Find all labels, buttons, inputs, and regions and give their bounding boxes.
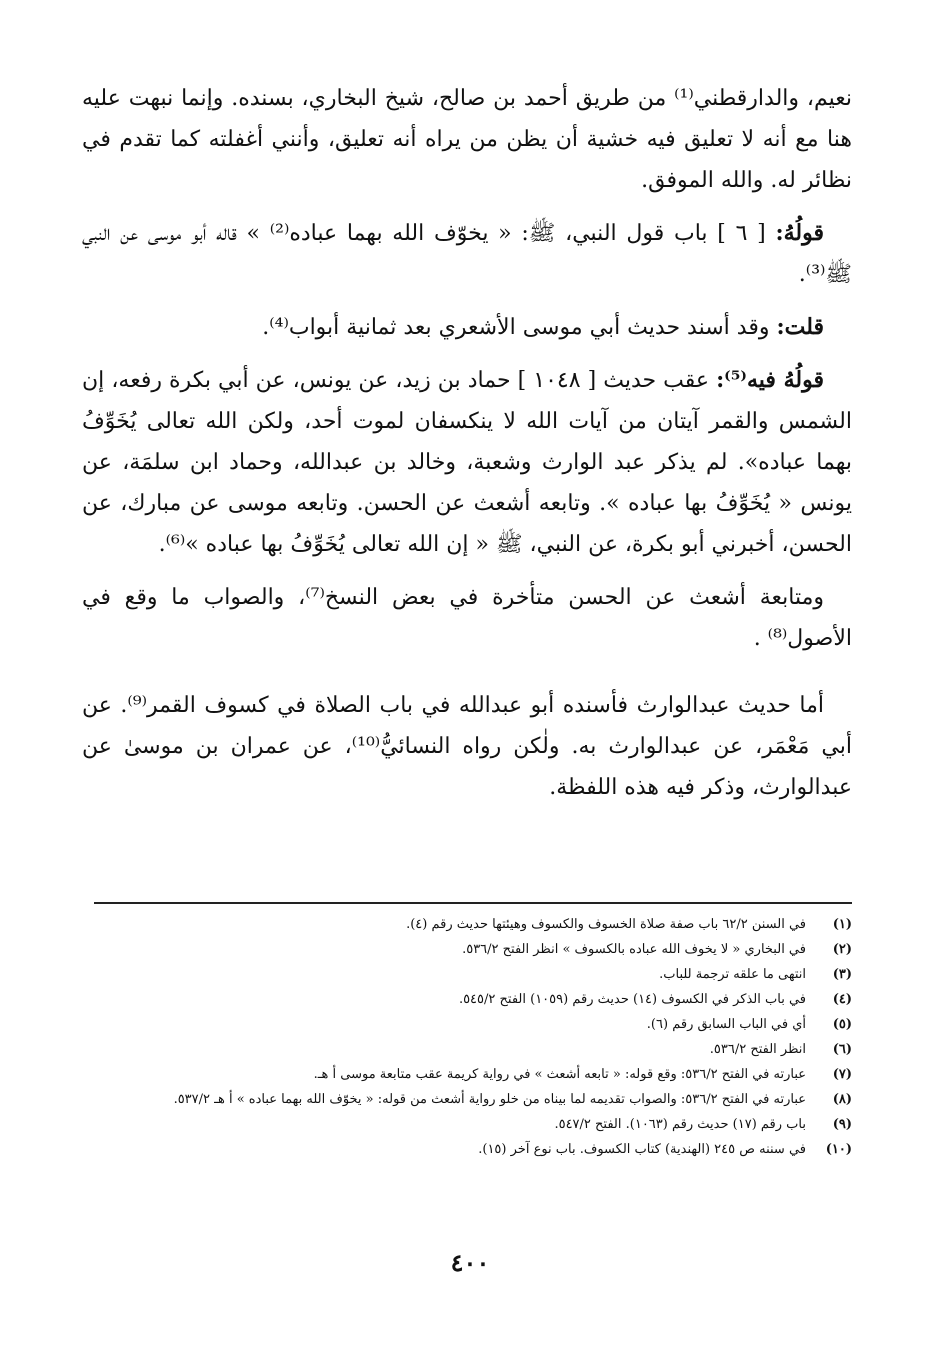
footnote-text: في السنن ٦٢/٢ باب صفة صلاة الخسوف والكسوف وهيئتها حديث رقم (٤).	[406, 917, 806, 932]
footnote-number: (٤)	[832, 992, 852, 1007]
footnote-text: باب رقم (١٧) حديث رقم (١٠٦٣). الفتح ٥٤٧/٢.	[554, 1117, 806, 1132]
footnote-text: عبارته في الفتح ٥٣٦/٢: وقع قوله: « تابعه أشعث » في رواية كريمة عقب متابعة موسى أ هـ.	[313, 1067, 806, 1082]
footnote-text: عبارته في الفتح ٥٣٦/٢: والصواب تقديمه لما بيناه من خلو رواية أشعث من قوله: « يخوّف الله بهما عباده » أ هـ ٥٣٧/٢.	[173, 1092, 806, 1107]
footnote-number: (٦)	[832, 1042, 852, 1057]
footnote-text: في باب الذكر في الكسوف (١٤) حديث رقم (١٠٥٩) الفتح ٥٤٥/٢.	[458, 992, 806, 1007]
paragraph-1	[82, 78, 852, 201]
footnotes	[90, 912, 852, 1162]
footnote	[90, 937, 852, 962]
paragraph-3	[82, 307, 852, 348]
footnote-text: انظر الفتح ٥٣٦/٢.	[709, 1042, 806, 1057]
main-text	[82, 78, 852, 820]
page-number: ٤٠٠	[450, 1248, 490, 1277]
paragraph-text: أما حديث عبدالوارث فأسنده أبو عبدالله في باب الصلاة في كسوف القمر⁽⁹⁾. عن أبي مَعْمَر، عن عبدالوارث به. ولٰكن رواه النسائيُّ⁽¹⁰⁾، عن عمران بن موسىٰ عن عبدالوارث، وذكر فيه هذه اللفظة.	[82, 693, 852, 800]
footnote	[90, 1112, 852, 1137]
paragraph-6	[82, 685, 852, 808]
footnote-text: في سننه ص ٢٤٥ (الهندية) كتاب الكسوف. باب نوع آخر (١٥).	[478, 1142, 806, 1157]
footnote	[90, 1012, 852, 1037]
footnote	[90, 1137, 852, 1162]
footnote-number: (٣)	[832, 967, 852, 982]
footnote-number: (١٠)	[825, 1142, 852, 1157]
paragraph-5	[82, 577, 852, 659]
footnote-number: (١)	[832, 917, 852, 932]
footnote-number: (٥)	[832, 1017, 852, 1032]
footnote-number: (٢)	[832, 942, 852, 957]
footnote	[90, 912, 852, 937]
paragraph-text: ومتابعة أشعث عن الحسن متأخرة في بعض النسخ⁽⁷⁾، والصواب ما وقع في الأصول⁽⁸⁾ .	[82, 585, 852, 651]
paragraph-lead: قلت:	[776, 314, 824, 340]
paragraph-lead: قولُهُ:	[775, 220, 824, 246]
footnote	[90, 1062, 852, 1087]
footnote	[90, 1087, 852, 1112]
footnote-text: انتهى ما علقه ترجمة للباب.	[659, 967, 806, 982]
footnote	[90, 962, 852, 987]
paragraph-text: نعيم، والدارقطني⁽¹⁾ من طريق أحمد بن صالح، شيخ البخاري، بسنده. وإنما نبهت عليه هنا مع أنه لا تعليق فيه خشية أن يظن من يراه أنه تعليق، وأنني أغفلته كما تقدم في نظائر له. والله الموفق.	[82, 86, 852, 193]
footnote-divider	[94, 902, 852, 904]
footnote	[90, 987, 852, 1012]
paragraph-text: عقب حديث [ ١٠٤٨ ] حماد بن زيد، عن يونس، عن أبي بكرة رفعه، إن الشمس والقمر آيتان من آيات الله لا ينكسفان لموت أحد، ولكن الله تعالى يُخَوِّفُ بهما عباده». لم يذكر عبد الوارث وشعبة، وخالد بن عبدالله، وحماد ابن سلمَة، عن يونس « يُخَوِّفُ بها عباده ». وتابعه أشعث عن الحسن. وتابعه موسى عن مبارك، عن الحسن، أخبرني أبو بكرة، عن النبي، ﷺ « إن الله تعالى يُخَوِّفُ بها عباده »⁽⁶⁾.	[82, 368, 852, 557]
footnote-number: (٩)	[832, 1117, 852, 1132]
paragraph-text: [ ٦ ] باب قول النبي، ﷺ: « يخوّف الله بهما عباده⁽²⁾ » قاله أبو موسى عن النبي ﷺ⁽³⁾.	[82, 221, 852, 287]
footnote-text: أي في الباب السابق رقم (٦).	[646, 1017, 806, 1032]
footnote-number: (٧)	[832, 1067, 852, 1082]
paragraph-lead: قولُهُ فيه⁽⁵⁾:	[716, 367, 824, 393]
paragraph-text: وقد أسند حديث أبي موسى الأشعري بعد ثمانية أبواب⁽⁴⁾.	[262, 315, 777, 340]
footnote-number: (٨)	[832, 1092, 852, 1107]
footnote-text: في البخاري « لا يخوف الله عباده بالكسوف » انظر الفتح ٥٣٦/٢.	[462, 942, 806, 957]
paragraph-2	[82, 213, 852, 295]
paragraph-4	[82, 360, 852, 565]
footnote	[90, 1037, 852, 1062]
